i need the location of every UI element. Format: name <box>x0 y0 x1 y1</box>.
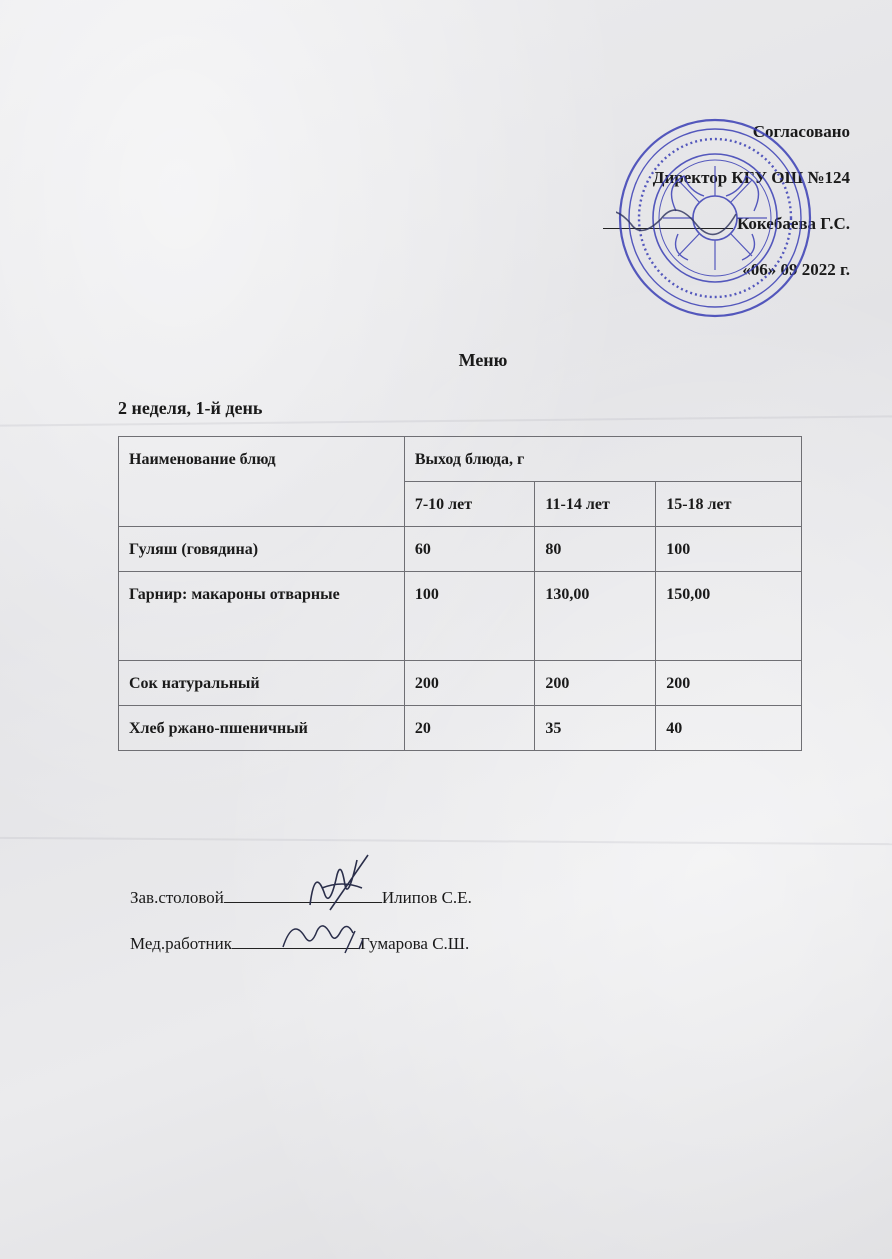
table-row <box>119 706 802 751</box>
table-row <box>119 572 802 661</box>
table-header-row <box>119 437 802 482</box>
dish-yield: 130,00 <box>535 572 656 661</box>
dish-yield: 150,00 <box>656 572 802 661</box>
dish-yield: 80 <box>535 527 656 572</box>
dish-name: Гарнир: макароны отварные <box>119 572 405 661</box>
handwritten-signature <box>275 915 375 960</box>
dish-yield: 35 <box>535 706 656 751</box>
dish-yield: 60 <box>404 527 535 572</box>
week-day-label: 2 неделя, 1-й день <box>118 398 263 418</box>
canteen-label: Зав.столовой <box>130 888 224 907</box>
age-group-header: 7-10 лет <box>404 482 535 527</box>
dish-name: Гуляш (говядина) <box>119 527 405 572</box>
age-group-header: 15-18 лет <box>656 482 802 527</box>
official-seal-stamp <box>616 116 814 320</box>
dish-yield: 200 <box>535 661 656 706</box>
header-dish-name: Наименование блюд <box>119 437 405 527</box>
dish-yield: 200 <box>656 661 802 706</box>
dish-yield: 100 <box>404 572 535 661</box>
dish-yield: 100 <box>656 527 802 572</box>
medic-name: Гумарова С.Ш. <box>359 934 470 953</box>
menu-table <box>118 436 802 751</box>
paper-crease <box>0 837 892 845</box>
approval-position: Директор КГУ ОШ №124 <box>652 168 850 187</box>
table-row <box>119 661 802 706</box>
dish-yield: 200 <box>404 661 535 706</box>
menu-title: Меню <box>458 350 508 370</box>
approval-title: Согласовано <box>752 122 850 141</box>
handwritten-signature <box>300 850 380 920</box>
dish-name: Хлеб ржано-пшеничный <box>119 706 405 751</box>
table-row <box>119 527 802 572</box>
header-yield: Выход блюда, г <box>404 437 801 482</box>
age-group-header: 11-14 лет <box>535 482 656 527</box>
dish-name: Сок натуральный <box>119 661 405 706</box>
canteen-name: Илипов С.Е. <box>381 888 472 907</box>
dish-yield: 20 <box>404 706 535 751</box>
approval-name: Кокебаева Г.С. <box>736 214 850 233</box>
medic-label: Мед.работник <box>130 934 232 953</box>
dish-yield: 40 <box>656 706 802 751</box>
approval-date: «06» 09 2022 г. <box>742 260 850 279</box>
